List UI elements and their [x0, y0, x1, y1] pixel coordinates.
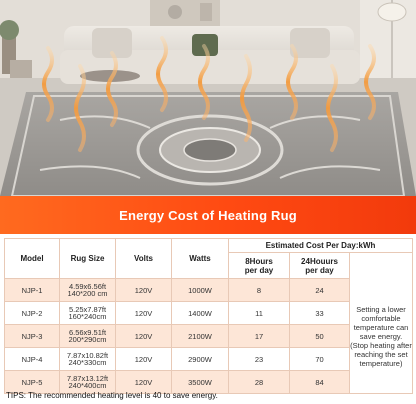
header-volts: Volts [116, 239, 172, 279]
cell-volts: 120V [116, 371, 172, 394]
cell-watts: 2100W [172, 325, 229, 348]
table-row [5, 279, 413, 302]
energy-cost-table [4, 238, 413, 394]
cell-kwh-8: 28 [229, 371, 290, 394]
tips-text: TIPS: The recommended heating level is 40 to save energy. [6, 391, 218, 400]
size-ft: 5.25x7.87ft [68, 305, 107, 314]
cell-rug-size [60, 348, 116, 371]
size-ft: 7.87x13.12ft [66, 374, 109, 383]
cell-model: NJP-5 [5, 371, 60, 394]
cell-kwh-24: 24 [290, 279, 350, 302]
cell-watts: 3500W [172, 371, 229, 394]
cell-watts: 1000W [172, 279, 229, 302]
header-8-hours-line1: 8Hours [245, 256, 273, 266]
size-cm: 140*200 cm [67, 289, 108, 298]
cell-kwh-24: 84 [290, 371, 350, 394]
header-model: Model [5, 239, 60, 279]
cell-model: NJP-2 [5, 302, 60, 325]
header-24-hours [290, 253, 350, 279]
cell-rug-size [60, 279, 116, 302]
cell-kwh-8: 23 [229, 348, 290, 371]
product-photo [0, 0, 416, 196]
size-cm: 240*330cm [68, 358, 107, 367]
header-watts: Watts [172, 239, 229, 279]
cell-volts: 120V [116, 302, 172, 325]
cell-kwh-8: 8 [229, 279, 290, 302]
banner-title: Energy Cost of Heating Rug [119, 207, 297, 223]
cell-volts: 120V [116, 348, 172, 371]
cell-kwh-8: 11 [229, 302, 290, 325]
title-banner [0, 196, 416, 234]
floor-lamp [378, 3, 406, 21]
cell-kwh-24: 33 [290, 302, 350, 325]
cell-watts: 1400W [172, 302, 229, 325]
cell-kwh-24: 70 [290, 348, 350, 371]
living-room-scene [0, 0, 416, 196]
cell-model: NJP-1 [5, 279, 60, 302]
cell-kwh-24: 50 [290, 325, 350, 348]
header-8-hours [229, 253, 290, 279]
energy-table-section [0, 234, 416, 388]
size-ft: 4.59x6.56ft [68, 282, 107, 291]
header-estimated-cost: Estimated Cost Per Day:kWh [229, 239, 413, 253]
cell-volts: 120V [116, 325, 172, 348]
cell-rug-size [60, 325, 116, 348]
cell-watts: 2900W [172, 348, 229, 371]
header-24-hours-line2: per day [305, 265, 334, 275]
cell-model: NJP-3 [5, 325, 60, 348]
header-note-spacer [350, 253, 413, 279]
size-cm: 240*400cm [68, 381, 107, 390]
header-rug-size: Rug Size [60, 239, 116, 279]
energy-saving-note: Setting a lower comfortable temperature can save energy. (Stop heating after reaching the set temperature) [350, 279, 413, 394]
cell-rug-size [60, 302, 116, 325]
header-24-hours-line1: 24Houurs [301, 256, 338, 266]
size-cm: 200*290cm [68, 335, 107, 344]
cell-volts: 120V [116, 279, 172, 302]
cell-model: NJP-4 [5, 348, 60, 371]
header-8-hours-line2: per day [244, 265, 274, 275]
size-ft: 7.87x10.82ft [66, 351, 109, 360]
size-ft: 6.56x9.51ft [68, 328, 107, 337]
size-cm: 160*240cm [68, 312, 107, 321]
cell-kwh-8: 17 [229, 325, 290, 348]
